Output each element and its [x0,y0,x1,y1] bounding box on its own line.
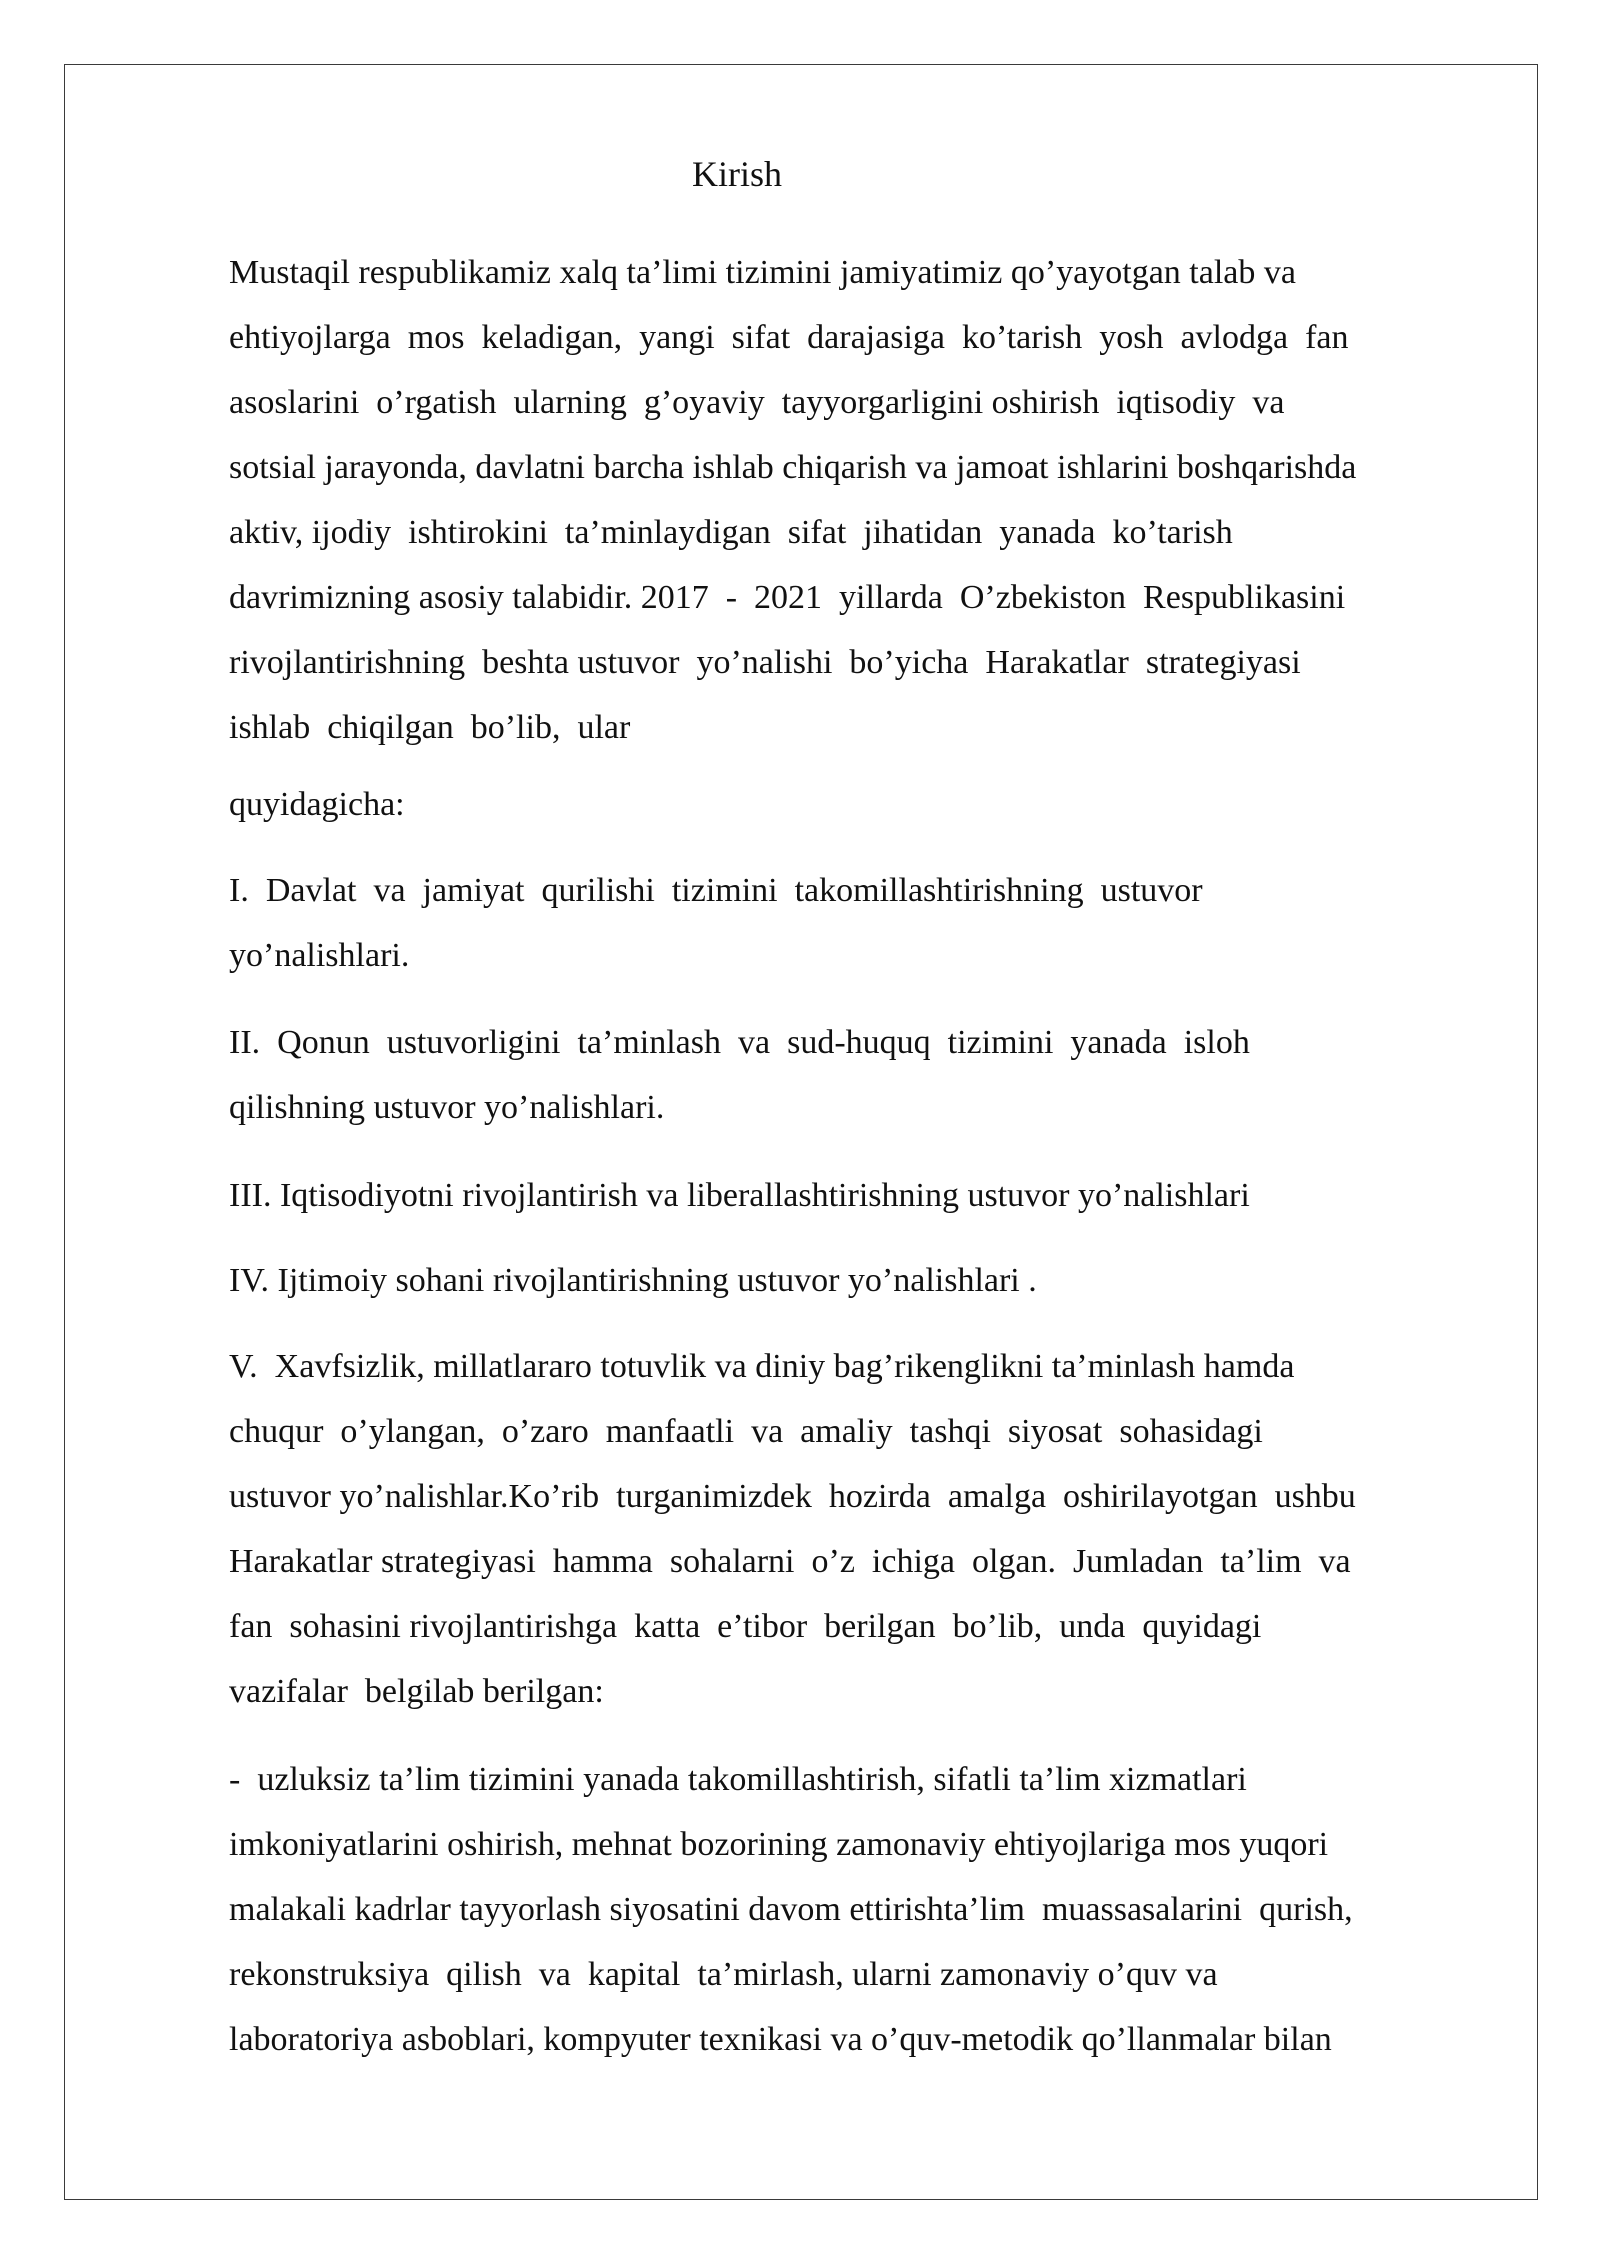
text-line: malakali kadrlar tayyorlash siyosatini davom ettirishta’lim muassasalarini qurish, [229,1891,1353,1928]
text-line: vazifalar belgilab berilgan: [229,1673,604,1710]
text-line: II. Qonun ustuvorligini ta’minlash va sud-huquq tizimini yanada isloh [229,1024,1250,1061]
list-item-3 [229,1163,1489,1228]
text-line: rekonstruksiya qilish va kapital ta’mirlash, ularni zamonaviy o’quv va [229,1956,1218,1993]
text-line: III. Iqtisodiyotni rivojlantirish va liberallashtirishning ustuvor yo’nalishlari [229,1177,1250,1214]
text-line: davrimizning asosiy talabidir. 2017 - 2021 yillarda O’zbekiston Respublikasini [229,579,1346,616]
text-line: ustuvor yo’nalishlar.Ko’rib turganimizdek hozirda amalga oshirilayotgan ushbu [229,1478,1356,1515]
text-line: Harakatlar strategiyasi hamma sohalarni o’z ichiga olgan. Jumladan ta’lim va [229,1543,1351,1580]
text-line: ishlab chiqilgan bo’lib, ular [229,709,631,746]
text-line: qilishning ustuvor yo’nalishlari. [229,1089,665,1126]
paragraph-intro [229,240,1489,760]
list-item-4 [229,1248,1489,1313]
text-line: chuqur o’ylangan, o’zaro manfaatli va amaliy tashqi siyosat sohasidagi [229,1413,1263,1450]
text-line: quyidagicha: [229,786,405,823]
text-line: laboratoriya asboblari, kompyuter texnikasi va o’quv-metodik qo’llanmalar bilan [229,2021,1332,2058]
text-line: sotsial jarayonda, davlatni barcha ishlab chiqarish va jamoat ishlarini boshqarishda [229,449,1357,486]
text-line: rivojlantirishning beshta ustuvor yo’nalishi bo’yicha Harakatlar strategiyasi [229,644,1301,681]
text-line: IV. Ijtimoiy sohani rivojlantirishning ustuvor yo’nalishlari . [229,1262,1037,1299]
text-line: fan sohasini rivojlantirishga katta e’tibor berilgan bo’lib, unda quyidagi [229,1608,1262,1645]
paragraph-list-intro [229,772,1489,837]
text-line: - uzluksiz ta’lim tizimini yanada takomillashtirish, sifatli ta’lim xizmatlari [229,1761,1247,1798]
text-line: asoslarini o’rgatish ularning g’oyaviy tayyorgarligini oshirish iqtisodiy va [229,384,1285,421]
list-item-1 [229,858,1489,988]
list-item-2 [229,1010,1489,1140]
text-line: V. Xavfsizlik, millatlararo totuvlik va diniy bag’rikenglikni ta’minlash hamda [229,1348,1295,1385]
page-title: Kirish [692,154,782,194]
text-line: yo’nalishlari. [229,937,410,974]
paragraph-dash-item [229,1747,1489,2072]
text-line: imkoniyatlarini oshirish, mehnat bozorining zamonaviy ehtiyojlariga mos yuqori [229,1826,1329,1863]
text-line: I. Davlat va jamiyat qurilishi tizimini takomillashtirishning ustuvor [229,872,1203,909]
text-line: aktiv, ijodiy ishtirokini ta’minlaydigan sifat jihatidan yanada ko’tarish [229,514,1233,551]
text-line: Mustaqil respublikamiz xalq ta’limi tizimini jamiyatimiz qo’yayotgan talab va [229,254,1296,291]
list-item-5 [229,1334,1489,1724]
text-line: ehtiyojlarga mos keladigan, yangi sifat darajasiga ko’tarish yosh avlodga fan [229,319,1349,356]
